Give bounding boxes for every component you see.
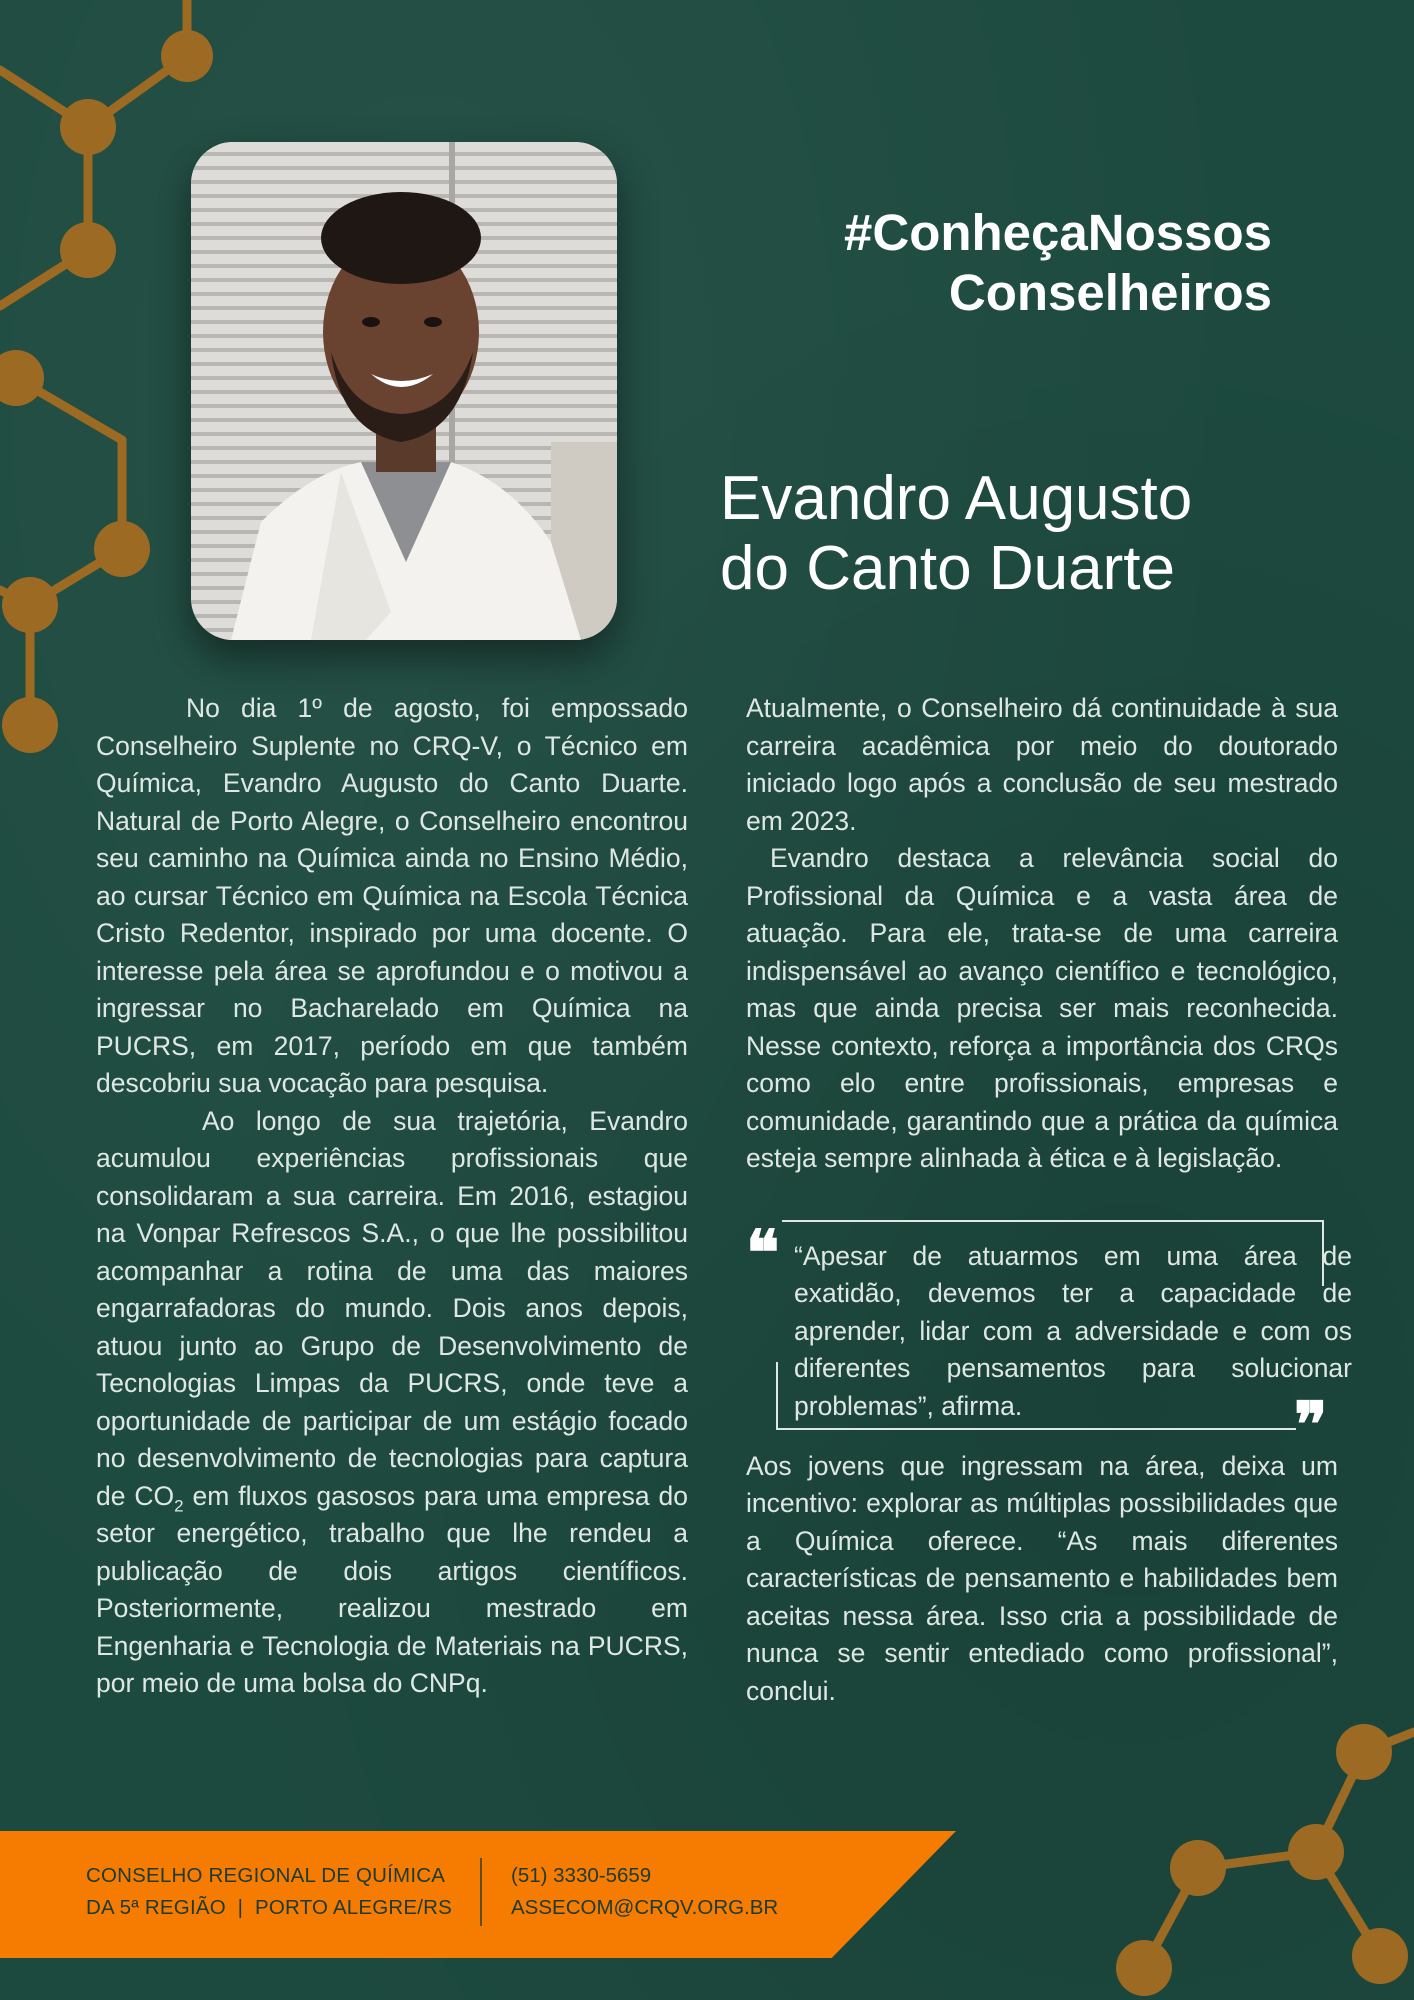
quote-box — [746, 1208, 1352, 1461]
footer-org-line-1: CONSELHO REGIONAL DE QUÍMICA — [86, 1864, 446, 1887]
portrait-photo-icon — [191, 142, 617, 640]
footer-org-line-2: DA 5ª REGIÃO | PORTO ALEGRE/RS — [86, 1896, 453, 1919]
left-paragraph-1: No dia 1º de agosto, foi empossado Conselheiro Suplente no CRQ-V, o Técnico em Química, Evandro Augusto do Canto Duarte. Natural de Porto Alegre, o Conselheiro encontrou seu caminho na Química ainda no Ensino Médio, ao cursar Técnico em Química na Escola Técnica Cristo Redentor, inspirado por uma docente. O interesse pela área se aprofundou e o motivou a ingressar no Bacharelado em Química na PUCRS, em 2017, período em que também descobriu sua vocação para pesquisa. — [96, 693, 688, 1098]
left-paragraph-2 — [96, 1103, 688, 1703]
quote-text: “Apesar de atuarmos em uma área de exatidão, devemos ter a capacidade de aprender, lidar com a adversidade e com os diferentes pensamentos para solucionar problemas”, afirma. — [794, 1240, 1352, 1421]
footer-contact — [511, 1860, 778, 1924]
hashtag-title — [652, 203, 1272, 323]
footer-email[interactable]: ASSECOM@CRQV.ORG.BR — [511, 1896, 779, 1919]
left-paragraph-2-part-2: em fluxos gasosos para uma empresa do setor energético, trabalho que lhe rendeu a publicação de dois artigos científicos. Posteriormente, realizou mestrado em Engenharia e Tecnologia de Materiais na PUCRS, por meio de uma bolsa do CNPq. — [96, 1480, 688, 1698]
name-line-2: do Canto Duarte — [720, 534, 1175, 603]
portrait-photo — [191, 142, 617, 640]
right-paragraph-2: Evandro destaca a relevância social do Profissional da Química e a vasta área de atuação. Para ele, trata-se de uma carreira indispensável ao avanço científico e tecnológico, mas que ainda precisa ser mais reconhecida. Nesse contexto, reforça a importância dos CRQs como elo entre profissionais, empresas e comunidade, garantindo que a prática da química esteja sempre alinhada à ética e à legislação. — [746, 843, 1338, 1173]
right-column — [746, 690, 1352, 1710]
open-quote-icon: ❝ — [746, 1215, 780, 1289]
councilor-name — [720, 464, 1280, 604]
footer-divider — [480, 1858, 482, 1926]
close-quote-icon: ❞ — [1294, 1387, 1328, 1461]
left-column — [96, 690, 688, 1703]
quote-border-top — [782, 1220, 1324, 1222]
hashtag-line-2: Conselheiros — [948, 264, 1272, 321]
right-paragraph-1: Atualmente, o Conselheiro dá continuidade à sua carreira acadêmica por meio do doutorado iniciado logo após a conclusão de seu mestrado em 2023. — [746, 693, 1338, 836]
left-paragraph-2-part-1: Ao longo de sua trajetória, Evandro acumulou experiências profissionais que consolidaram a sua carreira. Em 2016, estagiou na Vonpar Refrescos S.A., o que lhe possibilitou acompanhar a rotina de uma das maiores engarrafadoras do mundo. Dois anos depois, atuou junto ao Grupo de Desenvolvimento de Tecnologias Limpas da PUCRS, onde teve a oportunidade de participar de um estágio focado no desenvolvimento de tecnologias para captura de CO — [96, 1105, 688, 1511]
quote-border-left — [776, 1362, 778, 1430]
name-line-1: Evandro Augusto — [720, 464, 1193, 533]
quote-border-bottom — [776, 1428, 1296, 1430]
hashtag-line-1: #ConheçaNossos — [844, 204, 1272, 261]
co2-subscript: 2 — [174, 1495, 184, 1515]
footer-phone[interactable]: (51) 3330-5659 — [511, 1864, 652, 1887]
right-paragraph-3: Aos jovens que ingressam na área, deixa um incentivo: explorar as múltiplas possibilidades que a Química oferece. “As mais diferentes características de pensamento e habilidades bem aceitas nessa área. Isso cria a possibilidade de nunca se sentir entediado como profissional”, conclui. — [746, 1450, 1338, 1706]
footer-organization — [86, 1860, 452, 1924]
